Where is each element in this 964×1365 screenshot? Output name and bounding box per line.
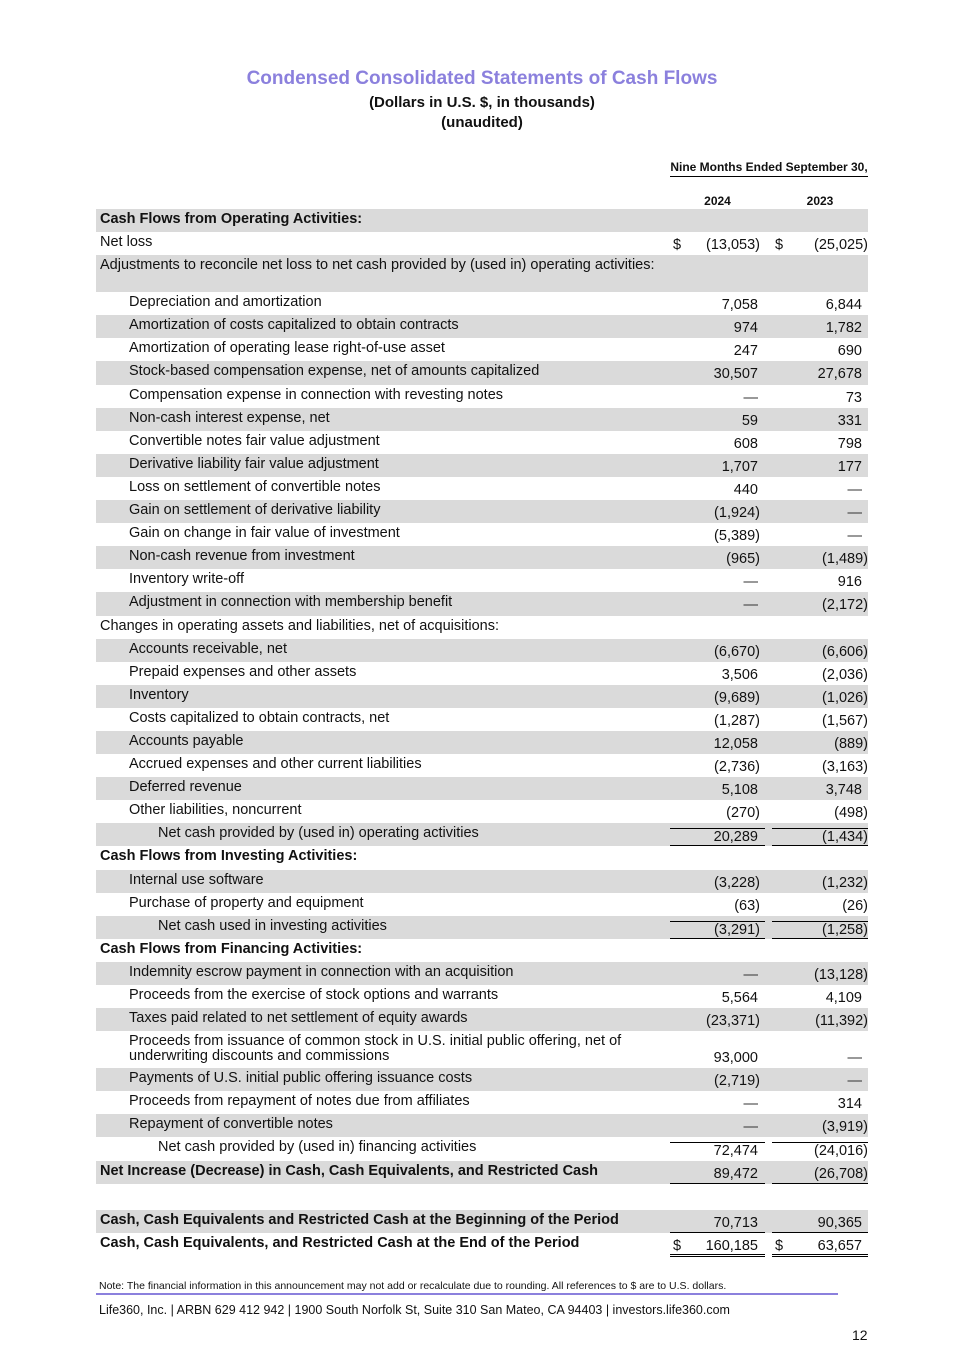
value-2023 <box>772 690 868 706</box>
table-row <box>96 209 868 232</box>
table-row <box>96 708 868 731</box>
value-text: (1,258) <box>822 921 868 938</box>
value-2023 <box>772 644 868 660</box>
value-text: (5,389) <box>714 528 760 545</box>
value-text: — <box>743 966 758 983</box>
row-label: Cash Flows from Financing Activities: <box>100 940 363 957</box>
row-label: Purchase of property and equipment <box>129 894 364 911</box>
table-row <box>96 639 868 662</box>
table-row <box>96 546 868 569</box>
value-2024 <box>670 690 765 706</box>
row-label: Amortization of costs capitalized to obtain contracts <box>129 317 459 334</box>
value-text: 916 <box>837 574 862 591</box>
value-2024 <box>670 482 765 498</box>
table-row <box>96 1210 868 1233</box>
row-label: Internal use software <box>129 871 264 888</box>
row-label: Net cash used in investing activities <box>158 917 387 934</box>
value-text: 314 <box>837 1096 862 1113</box>
row-label: Prepaid expenses and other assets <box>129 663 357 680</box>
row-label: Depreciation and amortization <box>129 294 322 311</box>
row-label: Proceeds from issuance of common stock in U.S. initial public offering, net of underwriting discounts and commissions <box>129 1033 622 1065</box>
value-text: — <box>743 574 758 591</box>
value-2023 <box>772 459 868 475</box>
value-text: 5,564 <box>721 990 758 1006</box>
table-row <box>96 1114 868 1137</box>
row-label: Loss on settlement of convertible notes <box>129 478 381 495</box>
value-2024 <box>670 875 765 891</box>
value-text: — <box>743 389 758 406</box>
row-label: Convertible notes fair value adjustment <box>129 432 380 449</box>
value-2024 <box>670 1119 765 1135</box>
value-text: (6,670) <box>714 643 760 660</box>
value-2023 <box>772 759 868 775</box>
table-row <box>96 731 868 754</box>
row-label: Non-cash interest expense, net <box>129 409 330 426</box>
value-text: — <box>743 597 758 614</box>
row-label: Stock-based compensation expense, net of amounts capitalized <box>129 363 540 380</box>
row-label: Inventory <box>129 686 189 703</box>
row-label: Non-cash revenue from investment <box>129 548 355 565</box>
value-text: (9,689) <box>714 689 760 706</box>
value-text: (3,228) <box>714 874 760 891</box>
value-2023 <box>772 921 868 939</box>
value-2023 <box>772 343 868 359</box>
value-2023 <box>772 436 868 452</box>
table-row <box>96 916 868 939</box>
value-text: (63) <box>734 897 760 914</box>
value-text: (2,719) <box>714 1073 760 1090</box>
value-2024 <box>670 1215 765 1233</box>
row-label: Amortization of operating lease right-of-use asset <box>129 340 445 357</box>
table-row <box>96 1068 868 1091</box>
value-text: (1,232) <box>822 874 868 891</box>
row-label: Gain on settlement of derivative liability <box>129 502 381 519</box>
value-text: (2,172) <box>822 597 868 614</box>
table-row <box>96 800 868 823</box>
value-2024 <box>670 1073 765 1089</box>
table-row <box>96 1161 868 1184</box>
value-2024 <box>670 505 765 521</box>
value-text: 1,707 <box>721 458 758 475</box>
column-header-2024: 2024 <box>670 194 765 211</box>
value-2023 <box>772 1096 868 1112</box>
value-2024 <box>670 237 765 253</box>
value-text: 974 <box>733 320 758 337</box>
value-text: (2,736) <box>714 759 760 776</box>
value-text: 7,058 <box>721 297 758 314</box>
value-2024 <box>670 1166 765 1184</box>
value-text: 3,506 <box>721 666 758 683</box>
value-2024 <box>670 782 765 798</box>
value-2023 <box>772 1073 868 1089</box>
value-text: 90,365 <box>817 1214 862 1231</box>
value-text: — <box>743 1119 758 1136</box>
value-2023 <box>772 828 868 846</box>
row-label: Accounts payable <box>129 732 244 749</box>
table-row <box>96 232 868 255</box>
value-text: (1,567) <box>822 712 868 729</box>
value-text: 70,713 <box>713 1214 758 1231</box>
currency-symbol: $ <box>775 237 784 254</box>
row-label: Cash, Cash Equivalents and Restricted Cash at the Beginning of the Period <box>100 1211 619 1228</box>
value-text: (1,924) <box>714 505 760 522</box>
value-text: (889) <box>834 735 868 752</box>
row-label: Adjustment in connection with membership benefit <box>129 594 453 611</box>
value-text: (1,489) <box>822 551 868 568</box>
value-2024 <box>670 1013 765 1029</box>
table-row <box>96 569 868 592</box>
table-row <box>96 454 868 477</box>
value-text: — <box>743 1096 758 1113</box>
currency-symbol: $ <box>673 237 682 254</box>
value-2024 <box>670 967 765 983</box>
table-row <box>96 823 868 846</box>
page-number: 12 <box>852 1327 868 1343</box>
table-row <box>96 1184 868 1210</box>
table-row <box>96 592 868 615</box>
value-2023 <box>772 713 868 729</box>
value-text: — <box>847 505 862 522</box>
value-2023 <box>772 574 868 590</box>
value-text: 5,108 <box>721 782 758 799</box>
value-2023 <box>772 320 868 336</box>
value-2024 <box>670 1142 765 1159</box>
footnote: Note: The financial information in this announcement may not add or recalculate due to rounding. All references to $ are to U.S. dollars. <box>99 1280 727 1292</box>
cash-flow-table <box>96 209 868 1256</box>
table-row <box>96 685 868 708</box>
value-text: (3,163) <box>822 759 868 776</box>
subtitle-units: (Dollars in U.S. $, in thousands) <box>369 94 595 111</box>
row-label: Deferred revenue <box>129 779 242 796</box>
row-label: Other liabilities, noncurrent <box>129 802 302 819</box>
value-text: 331 <box>837 412 862 429</box>
value-text: 4,109 <box>825 990 862 1006</box>
value-2023 <box>772 1013 868 1029</box>
row-label: Cash, Cash Equivalents, and Restricted Cash at the End of the Period <box>100 1234 580 1251</box>
currency-symbol: $ <box>775 1237 784 1254</box>
value-text: 247 <box>733 343 758 360</box>
table-row <box>96 662 868 685</box>
row-label: Adjustments to reconcile net loss to net cash provided by (used in) operating activities: <box>100 257 655 274</box>
value-2023 <box>772 237 868 253</box>
row-label: Inventory write-off <box>129 571 244 588</box>
row-label: Compensation expense in connection with revesting notes <box>129 386 504 403</box>
value-2023 <box>772 1119 868 1135</box>
value-2024 <box>670 1096 765 1112</box>
value-2024 <box>670 805 765 821</box>
subtitle-unaudited: (unaudited) <box>441 114 523 131</box>
table-row <box>96 1008 868 1031</box>
value-2023 <box>772 482 868 498</box>
value-text: (1,434) <box>822 829 868 846</box>
table-row <box>96 939 868 962</box>
value-text: (26) <box>842 897 868 914</box>
value-2023 <box>772 413 868 429</box>
footer-divider <box>96 1293 838 1295</box>
value-2023 <box>772 667 868 683</box>
value-text: — <box>847 528 862 545</box>
value-2023 <box>772 736 868 752</box>
value-text: 177 <box>837 458 862 475</box>
row-label: Changes in operating assets and liabilities, net of acquisitions: <box>100 617 499 634</box>
value-2024 <box>670 459 765 475</box>
value-text: 93,000 <box>713 1050 758 1067</box>
value-text: (24,016) <box>813 1143 868 1160</box>
value-2024 <box>670 644 765 660</box>
value-text: 20,289 <box>713 829 758 846</box>
table-row <box>96 361 868 384</box>
table-row <box>96 315 868 338</box>
value-2024 <box>670 528 765 544</box>
value-text: (13,053) <box>705 237 760 254</box>
table-row <box>96 893 868 916</box>
footer-company-info: Life360, Inc. | ARBN 629 412 942 | 1900 South Norfolk St, Suite 310 San Mateo, CA 94403 | investors.life360.com <box>99 1303 730 1317</box>
table-row <box>96 777 868 800</box>
value-text: 72,474 <box>713 1143 758 1160</box>
row-label: Net cash provided by (used in) financing activities <box>158 1139 477 1156</box>
value-text: — <box>847 1073 862 1090</box>
value-text: (26,708) <box>813 1165 868 1182</box>
row-label: Taxes paid related to net settlement of equity awards <box>129 1010 468 1027</box>
table-row <box>96 846 868 869</box>
value-2023 <box>772 551 868 567</box>
value-2024 <box>670 390 765 406</box>
value-text: — <box>847 481 862 498</box>
value-2024 <box>670 297 765 313</box>
value-text: 59 <box>741 412 758 429</box>
table-row <box>96 255 868 292</box>
row-label: Indemnity escrow payment in connection with an acquisition <box>129 963 514 980</box>
value-2023 <box>772 390 868 406</box>
value-text: (3,919) <box>822 1119 868 1136</box>
value-text: 12,058 <box>713 735 758 752</box>
row-label: Costs capitalized to obtain contracts, net <box>129 709 390 726</box>
value-2024 <box>670 436 765 452</box>
value-2024 <box>670 551 765 567</box>
value-2023 <box>772 1215 868 1233</box>
column-header-period: Nine Months Ended September 30, <box>670 161 868 177</box>
value-2023 <box>772 1238 868 1257</box>
table-row <box>96 500 868 523</box>
value-2023 <box>772 898 868 914</box>
value-2023 <box>772 990 868 1006</box>
table-row <box>96 870 868 893</box>
value-text: 608 <box>733 435 758 452</box>
table-row <box>96 523 868 546</box>
row-label: Net Increase (Decrease) in Cash, Cash Equivalents, and Restricted Cash <box>100 1162 599 1179</box>
table-row <box>96 408 868 431</box>
value-text: (1,287) <box>714 712 760 729</box>
value-text: (13,128) <box>813 966 868 983</box>
table-row <box>96 1091 868 1114</box>
row-label: Gain on change in fair value of investment <box>129 525 400 542</box>
value-text: 27,678 <box>817 366 862 383</box>
table-row <box>96 1233 868 1256</box>
row-label: Cash Flows from Operating Activities: <box>100 211 363 227</box>
table-row <box>96 754 868 777</box>
value-2023 <box>772 782 868 798</box>
value-text: (270) <box>726 805 760 822</box>
value-text: 160,185 <box>705 1237 758 1254</box>
table-row <box>96 985 868 1008</box>
table-row <box>96 1031 868 1068</box>
row-label: Derivative liability fair value adjustment <box>129 455 379 472</box>
value-2024 <box>670 667 765 683</box>
value-2024 <box>670 574 765 590</box>
value-text: (2,036) <box>822 666 868 683</box>
row-label: Cash Flows from Investing Activities: <box>100 848 358 865</box>
value-text: (6,606) <box>822 643 868 660</box>
value-text: (23,371) <box>705 1013 760 1030</box>
value-text: — <box>847 1050 862 1067</box>
table-row <box>96 616 868 639</box>
page-title: Condensed Consolidated Statements of Cash Flows <box>246 68 718 89</box>
row-label: Payments of U.S. initial public offering issuance costs <box>129 1070 473 1087</box>
table-row <box>96 477 868 500</box>
value-2024 <box>670 413 765 429</box>
table-row <box>96 385 868 408</box>
value-2024 <box>670 1050 765 1066</box>
value-2024 <box>670 921 765 939</box>
value-text: (25,025) <box>813 237 868 254</box>
row-label: Proceeds from the exercise of stock options and warrants <box>129 987 499 1003</box>
value-2024 <box>670 828 765 846</box>
column-header-2023: 2023 <box>772 194 868 211</box>
value-text: 63,657 <box>817 1237 862 1254</box>
value-2023 <box>772 1050 868 1066</box>
value-text: 6,844 <box>825 297 862 314</box>
value-2023 <box>772 297 868 313</box>
value-text: (1,026) <box>822 689 868 706</box>
row-label: Net loss <box>100 234 153 251</box>
value-2023 <box>772 1166 868 1184</box>
table-row <box>96 962 868 985</box>
row-label: Accrued expenses and other current liabilities <box>129 756 422 773</box>
value-text: (965) <box>726 551 760 568</box>
row-label: Accounts receivable, net <box>129 640 287 657</box>
value-2023 <box>772 528 868 544</box>
value-2024 <box>670 713 765 729</box>
value-2024 <box>670 343 765 359</box>
value-text: (11,392) <box>815 1013 868 1030</box>
value-text: 73 <box>845 389 862 406</box>
value-text: 89,472 <box>713 1165 758 1182</box>
value-2024 <box>670 898 765 914</box>
table-row <box>96 338 868 361</box>
table-row <box>96 431 868 454</box>
value-2024 <box>670 1238 765 1257</box>
value-text: 3,748 <box>825 782 862 799</box>
currency-symbol: $ <box>673 1237 682 1254</box>
value-text: 690 <box>837 343 862 360</box>
row-label: Repayment of convertible notes <box>129 1116 333 1133</box>
value-text: (498) <box>834 805 868 822</box>
value-text: 30,507 <box>713 366 758 383</box>
value-2023 <box>772 875 868 891</box>
table-row <box>96 1137 868 1160</box>
value-2023 <box>772 1142 868 1159</box>
value-2024 <box>670 597 765 613</box>
value-2024 <box>670 759 765 775</box>
value-2023 <box>772 366 868 382</box>
value-text: 798 <box>837 435 862 452</box>
value-2024 <box>670 366 765 382</box>
value-2024 <box>670 320 765 336</box>
value-2023 <box>772 967 868 983</box>
value-text: 1,782 <box>825 320 862 337</box>
value-2024 <box>670 990 765 1006</box>
table-row <box>96 292 868 315</box>
value-text: (3,291) <box>714 921 760 938</box>
value-2023 <box>772 597 868 613</box>
row-label: Proceeds from repayment of notes due from affiliates <box>129 1093 470 1110</box>
value-2023 <box>772 805 868 821</box>
value-2023 <box>772 505 868 521</box>
value-2024 <box>670 736 765 752</box>
row-label: Net cash provided by (used in) operating activities <box>158 825 479 842</box>
value-text: 440 <box>733 481 758 498</box>
